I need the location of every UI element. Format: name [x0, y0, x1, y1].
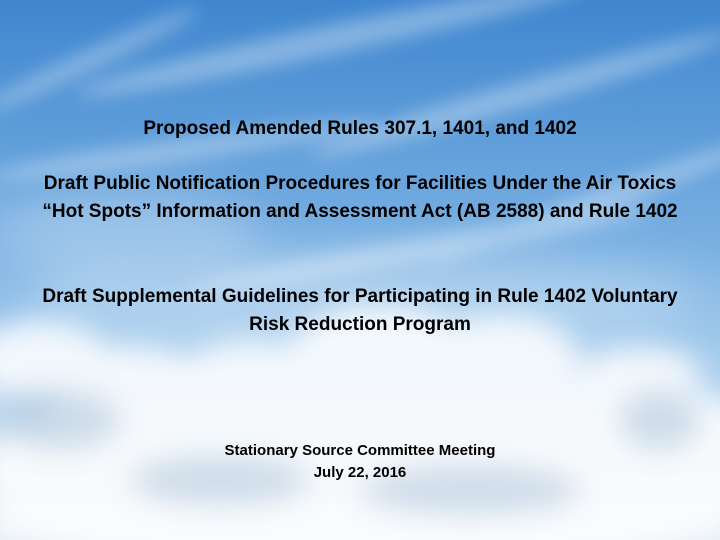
- meeting-name: Stationary Source Committee Meeting: [224, 442, 496, 459]
- slide-title: Proposed Amended Rules 307.1, 1401, and 1402: [143, 118, 577, 139]
- slide-subtitle-guidelines: Draft Supplemental Guidelines for Participating in Rule 1402 Voluntary Risk Reduction Program: [42, 286, 678, 335]
- slide-subtitle-notification: Draft Public Notification Procedures for Facilities Under the Air Toxics “Hot Spots” Information and Assessment Act (AB 2588) and Rule 1402: [42, 173, 678, 222]
- meeting-date: July 22, 2016: [313, 464, 407, 481]
